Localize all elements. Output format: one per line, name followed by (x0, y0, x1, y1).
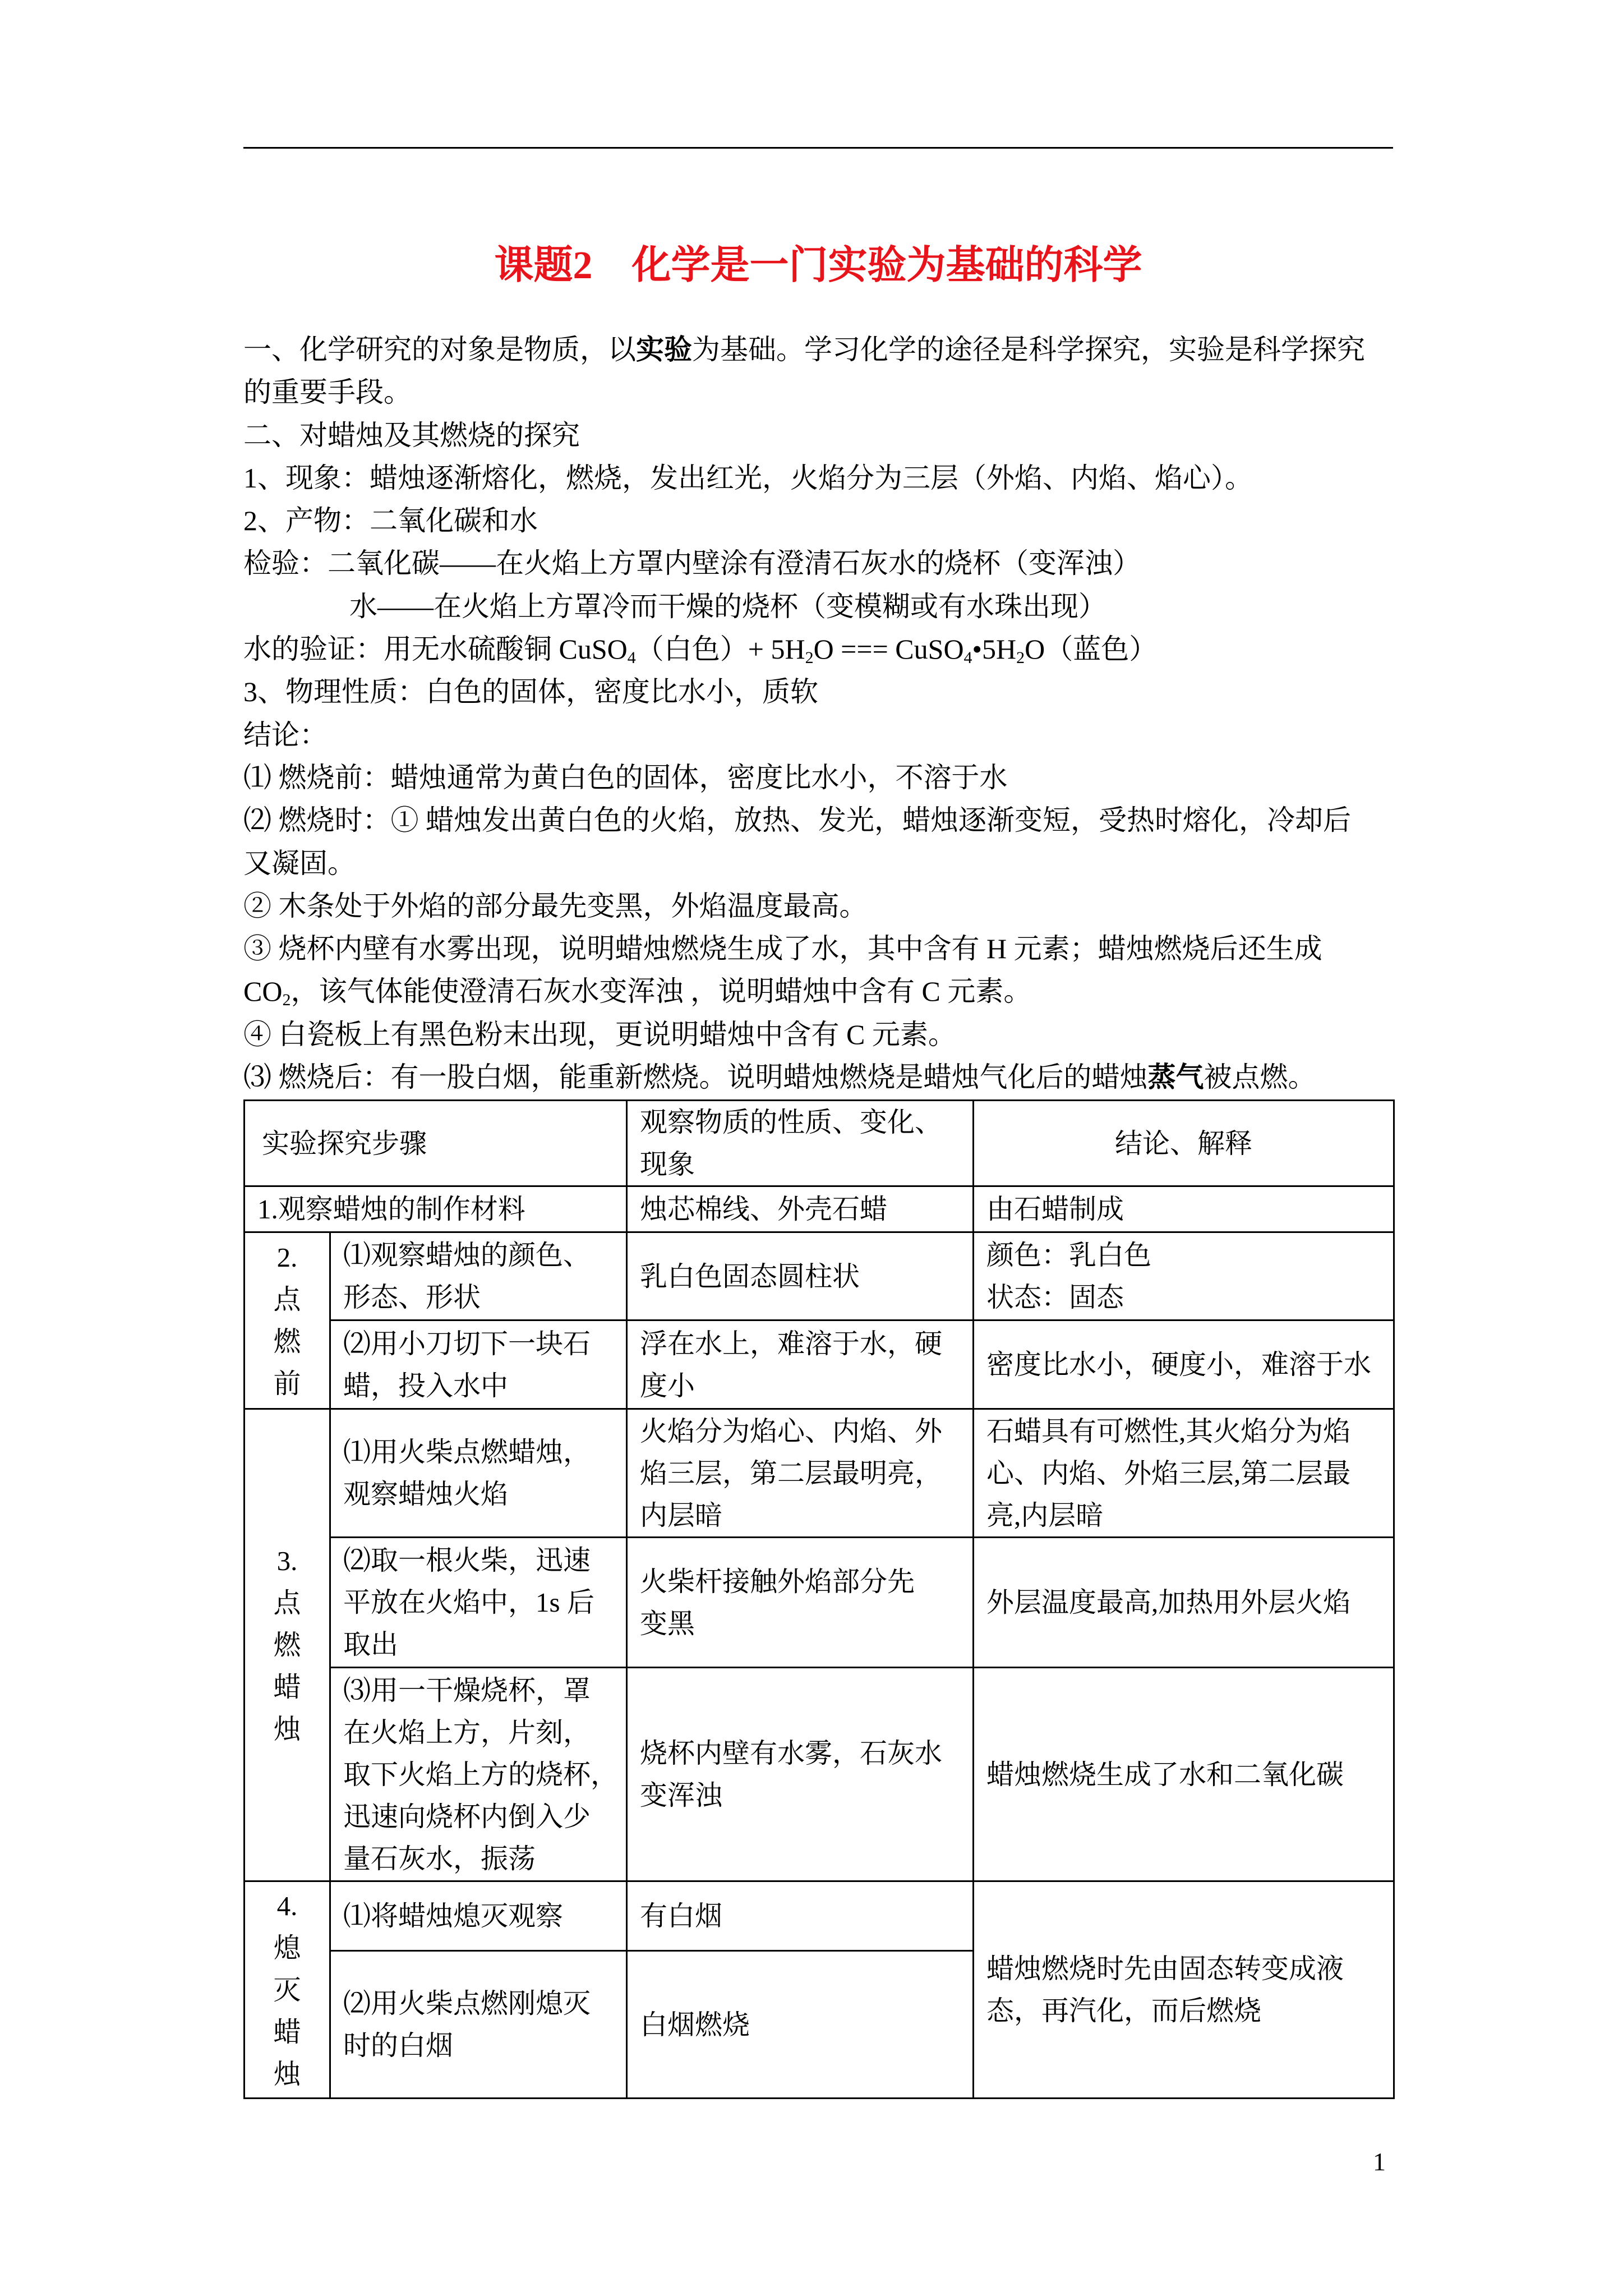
cell-step (330, 1320, 627, 1409)
cell-line: 烛 (273, 1714, 301, 1745)
cell-observation (627, 1320, 974, 1409)
cell-line: 烛 (273, 2058, 301, 2090)
paragraph-line (243, 457, 1393, 499)
cell-conclusion (974, 1320, 1394, 1409)
cell-line: 颜色：乳白色 (986, 1240, 1152, 1271)
paragraph-line (243, 756, 1393, 799)
subscript: 4 (627, 648, 636, 668)
cell-line: 燃 (273, 1326, 301, 1357)
cell-step (330, 1951, 627, 2099)
cell-line: 内层暗 (640, 1499, 723, 1531)
text-run: ⑴ 燃烧前：蜡烛通常为黄白色的固体，密度比水小，不溶于水 (243, 761, 1008, 793)
cell-observation (627, 1881, 974, 1951)
table-header-row (245, 1101, 1394, 1186)
page-number: 1 (1373, 2147, 1386, 2176)
subscript: 2 (1016, 648, 1025, 668)
text-run: 3、物理性质：白色的固体，密度比水小，质软 (243, 676, 818, 708)
cell-line: 状态：固态 (986, 1282, 1124, 1313)
body-text (243, 328, 1393, 1098)
cell-line: 变浑浊 (640, 1780, 723, 1811)
text-run: ③ 烧杯内壁有水雾出现，说明蜡烛燃烧生成了水，其中含有 H 元素；蜡烛燃烧后还生成 (243, 933, 1322, 965)
table-row (245, 1409, 1394, 1538)
text-run: 结论： (243, 719, 328, 751)
group-label (245, 1409, 330, 1881)
cell-line: 白烟燃烧 (640, 2009, 750, 2040)
text-run: 检验：二氧化碳——在火焰上方罩内壁涂有澄清石灰水的烧杯（变浑浊） (243, 547, 1141, 579)
cell-line: ⑴观察蜡烛的颜色、 (343, 1240, 591, 1271)
text-run: 2、产物：二氧化碳和水 (243, 505, 538, 537)
text-run: ⑵ 燃烧时：① 蜡烛发出黄白色的火焰，放热、发光，蜡烛逐渐变短，受热时熔化，冷却后 (243, 804, 1351, 836)
cell-conclusion (974, 1538, 1394, 1668)
text-run: 水的验证：用无水硫酸铜 CuSO (243, 633, 628, 665)
table-row (245, 1538, 1394, 1668)
cell-step (330, 1409, 627, 1538)
cell-line: 观察物质的性质、变化、 (640, 1107, 943, 1138)
text-run: 被点燃。 (1204, 1061, 1316, 1093)
cell-line: 石蜡具有可燃性,其火焰分为焰 (986, 1415, 1351, 1447)
cell-line: ⑴将蜡烛熄灭观察 (343, 1901, 564, 1931)
bold-term: 实验 (636, 334, 692, 365)
cell-line: 蜡烛燃烧生成了水和二氧化碳 (986, 1759, 1344, 1790)
cell-line: 蜡，投入水中 (343, 1370, 509, 1401)
header-cell-steps (245, 1101, 627, 1186)
header-cell-conclusion (974, 1101, 1394, 1186)
cell-line: 浮在水上，难溶于水，硬 (640, 1328, 943, 1359)
cell-step (330, 1668, 627, 1881)
table-row (245, 1232, 1394, 1320)
subscript: 2 (805, 648, 814, 668)
paragraph-line (243, 371, 1393, 413)
cell-line: 取下火焰上方的烧杯， (343, 1759, 619, 1790)
text-run: 一、化学研究的对象是物质，以 (243, 334, 636, 365)
text-run: CO (243, 976, 283, 1007)
cell-line: ⑴用火柴点燃蜡烛， (343, 1437, 591, 1467)
table-row (245, 1668, 1394, 1881)
text-run: 水——在火焰上方罩冷而干燥的烧杯（变模糊或有水珠出现） (349, 590, 1106, 622)
cell-observation (627, 1538, 974, 1668)
cell-conclusion (974, 1232, 1394, 1320)
table-row (245, 1320, 1394, 1409)
cell-conclusion (974, 1668, 1394, 1881)
cell-line: 2. (276, 1242, 298, 1273)
cell-line: ⑵用火柴点燃刚熄灭 (343, 1988, 591, 2019)
cell-observation (627, 1951, 974, 2099)
cell-line: 亮,内层暗 (986, 1499, 1104, 1531)
group-label (245, 1232, 330, 1409)
text-run: O === CuSO (813, 633, 964, 665)
text-run: ④ 白瓷板上有黑色粉末出现，更说明蜡烛中含有 C 元素。 (243, 1018, 956, 1050)
cell-step (245, 1186, 627, 1232)
cell-line: 乳白色固态圆柱状 (640, 1260, 860, 1292)
cell-line: 变黑 (640, 1608, 695, 1639)
paragraph-line (243, 499, 1393, 542)
cell-line: 由石蜡制成 (986, 1194, 1124, 1225)
cell-step (330, 1881, 627, 1951)
cell-line: 灭 (273, 1974, 301, 2005)
cell-line: 4. (276, 1890, 298, 1921)
header-rule (243, 147, 1393, 149)
cell-line: 外层温度最高,加热用外层火焰 (986, 1587, 1351, 1618)
text-run: ，该气体能使澄清石灰水变浑浊 ，说明蜡烛中含有 C 元素。 (291, 976, 1032, 1007)
cell-line: 点 (273, 1284, 301, 1315)
cell-line: 烧杯内壁有水雾，石灰水 (640, 1738, 943, 1769)
cell-line: 烛芯棉线、外壳石蜡 (640, 1194, 888, 1225)
subscript: 2 (282, 991, 291, 1010)
paragraph-line (243, 1056, 1393, 1098)
cell-line: 观察蜡烛火焰 (343, 1479, 509, 1510)
cell-step (330, 1232, 627, 1320)
cell-line: 度小 (640, 1370, 695, 1401)
cell-step (330, 1538, 627, 1668)
text-run: 二、对蜡烛及其燃烧的探究 (243, 419, 580, 451)
table-row (245, 1881, 1394, 1951)
subscript: 4 (963, 648, 972, 668)
cell-line: ⑵用小刀切下一块石 (343, 1328, 591, 1359)
paragraph-line (243, 842, 1393, 885)
text-run: •5H (972, 633, 1017, 665)
bold-term: 蒸气 (1147, 1061, 1204, 1093)
paragraph-line (243, 714, 1393, 756)
cell-line: 在火焰上方，片刻， (343, 1717, 591, 1748)
cell-conclusion (974, 1881, 1394, 2099)
paragraph-line (243, 799, 1393, 841)
cell-line: 结论、解释 (1115, 1128, 1253, 1159)
cell-line: 迅速向烧杯内倒入少 (343, 1801, 591, 1832)
cell-line: ⑵取一根火柴，迅速 (343, 1545, 591, 1576)
text-run: 又凝固。 (243, 847, 356, 879)
cell-line: 有白烟 (640, 1901, 723, 1931)
cell-observation (627, 1232, 974, 1320)
section-heading (243, 414, 1393, 457)
cell-line: 前 (273, 1368, 301, 1399)
cell-line: 火柴杆接触外焰部分先 (640, 1566, 915, 1597)
paragraph-line (243, 585, 1393, 628)
text-run: O（蓝色） (1025, 633, 1158, 665)
cell-line: 蜡 (273, 2016, 301, 2047)
text-run: 为基础。学习化学的途径是科学探究，实验是科学探究 (692, 334, 1365, 365)
paragraph-line (243, 670, 1393, 713)
text-run: ⑶ 燃烧后：有一股白烟，能重新燃烧。说明蜡烛燃烧是蜡烛气化后的蜡烛 (243, 1061, 1148, 1093)
cell-conclusion (974, 1186, 1394, 1232)
cell-line: ⑶用一干燥烧杯，罩 (343, 1674, 591, 1706)
cell-line: 燃 (273, 1630, 301, 1660)
paragraph-line (243, 927, 1393, 970)
header-cell-observation (627, 1101, 974, 1186)
cell-line: 取出 (343, 1629, 399, 1660)
cell-line: 密度比水小，硬度小，难溶于水 (986, 1349, 1372, 1380)
cell-observation (627, 1409, 974, 1538)
cell-observation (627, 1186, 974, 1232)
cell-line: 形态、形状 (343, 1282, 481, 1313)
cell-line: 平放在火焰中，1s 后 (343, 1587, 594, 1618)
cell-conclusion (974, 1409, 1394, 1538)
cell-line: 蜡烛燃烧时先由固态转变成液 (986, 1953, 1344, 1984)
cell-observation (627, 1668, 974, 1881)
group-label (245, 1881, 330, 2099)
table-row (245, 1186, 1394, 1232)
paragraph-line (243, 328, 1393, 371)
cell-line: 心、内焰、外焰三层,第二层最 (986, 1457, 1351, 1489)
cell-line: 点 (273, 1588, 301, 1618)
paragraph-line (243, 1013, 1393, 1056)
text-run: （白色）+ 5H (635, 633, 805, 665)
cell-line: 1.观察蜡烛的制作材料 (257, 1194, 525, 1225)
paragraph-line (243, 885, 1393, 927)
cell-line: 蜡 (273, 1672, 301, 1703)
cell-line: 时的白烟 (343, 2030, 454, 2061)
cell-line: 焰三层，第二层最明亮， (640, 1457, 943, 1489)
paragraph-line (243, 970, 1393, 1013)
cell-line: 量石灰水，振荡 (343, 1843, 536, 1874)
cell-line: 实验探究步骤 (262, 1128, 427, 1159)
cell-line: 熄 (273, 1932, 301, 1963)
paragraph-line (243, 542, 1393, 585)
cell-line: 火焰分为焰心、内焰、外 (640, 1415, 943, 1447)
cell-line: 3. (276, 1545, 298, 1576)
page-title: 课题2 化学是一门实验为基础的科学 (494, 244, 1142, 287)
text-run: 1、现象：蜡烛逐渐熔化，燃烧，发出红光，火焰分为三层（外焰、内焰、焰心）。 (243, 462, 1253, 494)
cell-line: 现象 (640, 1149, 695, 1180)
experiment-table (243, 1099, 1395, 2099)
cell-line: 态，再汽化，而后燃烧 (986, 1995, 1262, 2026)
formula-line (243, 628, 1393, 670)
text-run: 的重要手段。 (243, 376, 412, 408)
text-run: ② 木条处于外焰的部分最先变黑，外焰温度最高。 (243, 890, 868, 922)
